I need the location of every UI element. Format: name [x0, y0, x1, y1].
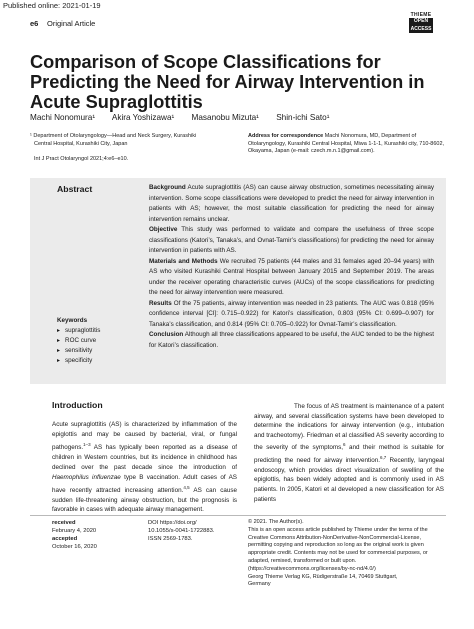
- accepted-date: October 16, 2020: [52, 544, 97, 550]
- journal-citation: Int J Pract Otolaryngol 2021;4:e6–e10.: [34, 156, 129, 162]
- abstract-section: [149, 183, 434, 225]
- publication-bar: [0, 0, 474, 12]
- intro-text: AS can cause sudden life-threatening airway obstruction, but the prognosis is favorable in cases with adequate airway management.: [52, 486, 238, 514]
- keyword-item: ▸ supraglottitis: [57, 326, 100, 336]
- accepted-label: accepted: [52, 536, 78, 542]
- abstract-section: [149, 225, 434, 257]
- section-head: Conclusion: [149, 331, 184, 338]
- section-text: We recruited 75 patients (44 males and 31 females aged 20–94 years) with AS who visited Kurashiki Central Hospital between January 2015 and September 2019. The areas under the receiver operating characteristic curves (AUCs) of the scope classifications for predicting the need for airway intervention were measured.: [149, 257, 434, 296]
- section-head: Background: [149, 184, 186, 191]
- abstract-section: [149, 299, 434, 331]
- introduction-heading: Introduction: [52, 400, 103, 410]
- publisher-address: Georg Thieme Verlag KG, Rüdigerstraße 14, 70469 Stuttgart,: [248, 573, 398, 580]
- article-title: [30, 52, 450, 112]
- keyword-item: ▸ ROC curve: [57, 336, 100, 346]
- article-type: Original Article: [47, 19, 96, 28]
- keywords-heading: Keywords: [57, 317, 88, 324]
- doi-id: 10.1055/s-0041-1722883.: [148, 528, 215, 534]
- logo-text-access: ACCESS: [410, 25, 432, 32]
- received-date: February 4, 2020: [52, 528, 97, 534]
- received-label: received: [52, 520, 76, 526]
- section-text: Although all three classifications appeared to be useful, the AUC tended to be the highest for Katori’s classification.: [149, 331, 434, 349]
- page-number: e6: [30, 19, 39, 28]
- keyword-item: ▸ specificity: [57, 356, 100, 366]
- abstract-section: [149, 257, 434, 299]
- introduction-right-column: [254, 402, 444, 504]
- citation-ref: 1–3: [83, 441, 91, 447]
- correspondence-address: [248, 133, 448, 156]
- intro-text: type B vaccination. Adult cases of AS have recently attracted increasing attention.: [52, 473, 237, 494]
- article-dates: [52, 519, 142, 551]
- doi-block: [148, 519, 243, 543]
- intro-text: The focus of AS treatment is maintenance of a patent airway, and several classification systems have been developed to determine the indications for airway intervention (e.g., intubation and tracheotomy). Friedman et al classified AS severity according to the severity of the symptoms,: [254, 403, 444, 452]
- intro-text: Acute supraglottitis (AS) is characterized by inflammation of the epiglottis and may be caused by bacterial, viral, or fungal pathogens.: [52, 421, 237, 451]
- keyword-item: ▸ sensitivity: [57, 346, 100, 356]
- section-head: Materials and Methods: [149, 257, 218, 265]
- thieme-open-access-logo: [409, 12, 433, 34]
- section-head: Results: [149, 299, 172, 307]
- author-list: [30, 113, 344, 122]
- section-text: This study was performed to validate and compare the usefulness of three scope classifications (Katori’s, Tanaka’s, and Ovnat-Tamir’s classifications) for predicting the need for airway intervention in patients with AS.: [149, 226, 434, 254]
- issn: ISSN 2569-1783.: [148, 536, 193, 542]
- affiliation-line: ¹ Department of Otolaryngology—Head and Neck Surgery, Kurashiki: [30, 133, 197, 139]
- correspondence-text: Machi Nonomura, MD, Department of Otolaryngology, Kurashiki Central Hospital, Miwa 1-1-1, Kurashiki city, 710-8602, Okayama, Japan (e-mail: czech.m.n.1@gmail.com).: [248, 133, 445, 154]
- abstract-body: [149, 183, 434, 351]
- license-block: [248, 519, 446, 589]
- intro-text: Recently, laryngeal endoscopy, which provides direct visualization of swelling of the epiglottis, has been widely adopted and is commonly used in AS patients. In 2005, Katori et al developed a new classification for AS patients: [254, 457, 444, 503]
- title-line: Predicting the Need for Airway Intervention in: [30, 72, 425, 92]
- section-head: Objective: [149, 226, 178, 233]
- title-line: Acute Supraglottitis: [30, 92, 203, 112]
- section-text: Acute supraglottitis (AS) can cause airway obstruction, sometimes necessitating airway intervention. Some scope classifications were developed to predict the need for airway intervention in patients with AS; however, the most suitable classification for predicting the need for airway intervention remains unclear.: [149, 184, 434, 223]
- abstract-section: [149, 330, 434, 351]
- citation-ref: 6,7: [379, 455, 387, 461]
- publisher-country: Germany: [248, 581, 271, 588]
- logo-text-open: OPEN: [409, 18, 433, 26]
- introduction-left-column: [52, 420, 237, 515]
- author: Shin-ichi Sato¹: [276, 113, 330, 122]
- intro-text: and their method is suitable for predicting the need for airway intervention.: [254, 444, 444, 465]
- abstract-heading: Abstract: [57, 184, 93, 194]
- author: Akira Yoshizawa¹: [111, 113, 175, 122]
- citation-ref: 6: [342, 442, 346, 448]
- affiliation-line: Central Hospital, Kurashiki City, Japan: [34, 140, 128, 147]
- published-online-date: Published online: 2021-01-19: [3, 1, 101, 10]
- intro-text: AS has typically been reported as a disease of children in Western countries, but its incidence in childhood has declined over the past decade since the introduction of: [52, 443, 237, 471]
- intro-italic: Haemophilus influenzae: [52, 473, 121, 481]
- author: Masanobu Mizuta¹: [191, 113, 259, 122]
- logo-text-thieme: THIEME: [410, 12, 432, 18]
- correspondence-label: Address for correspondence: [248, 133, 324, 139]
- keywords-list: [57, 326, 100, 366]
- affiliation: [30, 133, 235, 148]
- citation-ref: 4,5: [183, 484, 190, 490]
- author: Machi Nonomura¹: [30, 113, 96, 122]
- footer-divider: [30, 515, 446, 516]
- license-text: This is an open access article published by Thieme under the terms of the Creative Commons Attribution-NonDerivative-NonCommercial-License, permitting copying and reproduction so long as the original work is given appropriate credit. Contents may not be used for commercial purposes, or adapted, remixed, transformed or built upon. (https://creativecommons.org/licenses/by-nc-nd/4.0/): [248, 526, 428, 572]
- title-line: Comparison of Scope Classifications for: [30, 52, 381, 72]
- section-text: Of the 75 patients, airway intervention was needed in 23 patients. The AUC was 0.818 (95% confidence interval [CI]: 0.715–0.922) for Katori’s classification, 0.803 (95% CI: 0.699–0.907) for Tanaka’s classification, and 0.814 (95% CI: 0.705–0.922) for Ovnat-Tamir’s classification.: [149, 299, 434, 328]
- doi-link[interactable]: DOI https://doi.org/: [148, 520, 197, 526]
- copyright: © 2021. The Author(s).: [248, 519, 304, 525]
